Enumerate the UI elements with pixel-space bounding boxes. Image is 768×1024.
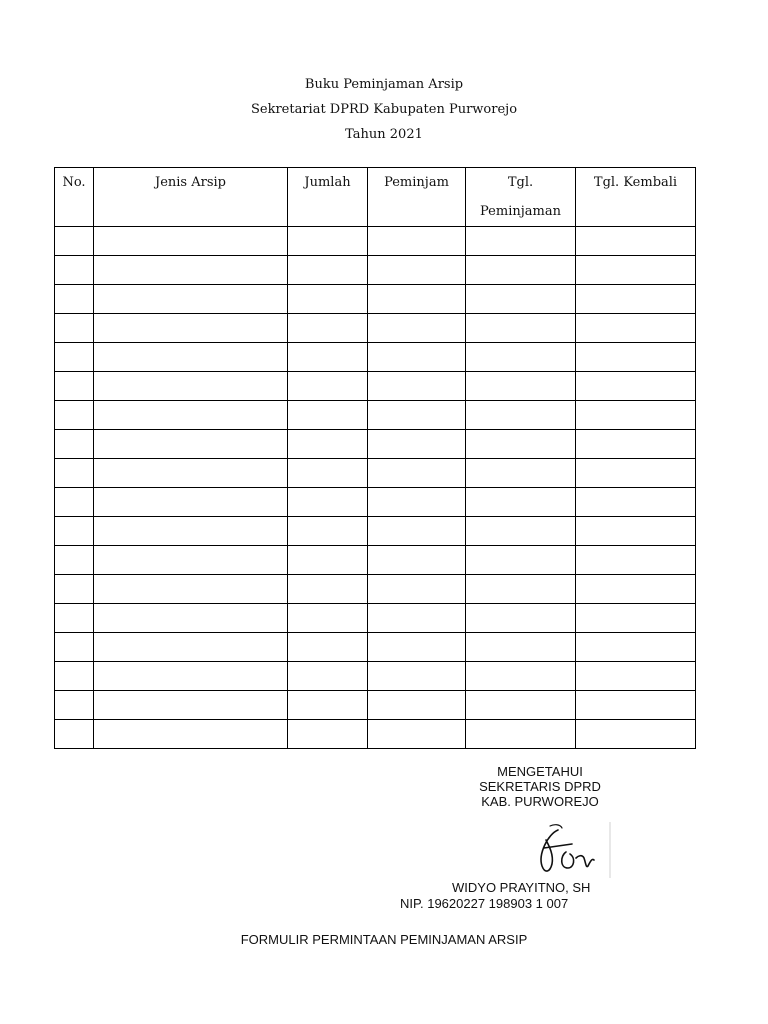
table-cell (55, 459, 94, 488)
form-title-footer: FORMULIR PERMINTAAN PEMINJAMAN ARSIP (240, 932, 528, 947)
approval-line-region: KAB. PURWOREJO (481, 794, 599, 809)
table-cell (466, 662, 576, 691)
table-cell (55, 488, 94, 517)
table-row (55, 546, 696, 575)
table-cell (368, 691, 466, 720)
table-cell (55, 604, 94, 633)
table-cell (368, 285, 466, 314)
table-cell (368, 720, 466, 749)
table-cell (94, 488, 288, 517)
table-row (55, 662, 696, 691)
table-cell (94, 256, 288, 285)
table-header-row (55, 168, 696, 227)
table-cell (288, 285, 368, 314)
table-cell (94, 343, 288, 372)
table-cell (55, 343, 94, 372)
table-cell (466, 517, 576, 546)
table-cell (466, 314, 576, 343)
table-cell (288, 604, 368, 633)
table-cell (94, 459, 288, 488)
table-cell (94, 517, 288, 546)
table-cell (368, 604, 466, 633)
table-cell (576, 459, 696, 488)
signatory-nip: NIP. 19620227 198903 1 007 (400, 896, 569, 911)
table-cell (368, 401, 466, 430)
approval-block (440, 764, 640, 809)
table-row (55, 604, 696, 633)
table-cell (576, 546, 696, 575)
table-cell (466, 720, 576, 749)
table-row (55, 430, 696, 459)
column-header-no: No. (55, 168, 94, 227)
table-row (55, 517, 696, 546)
table-row (55, 575, 696, 604)
column-header-peminjam: Peminjam (368, 168, 466, 227)
approval-line-mengetahui: MENGETAHUI (497, 764, 583, 779)
table-cell (288, 314, 368, 343)
table-cell (576, 285, 696, 314)
signatory-block (400, 880, 690, 912)
table-cell (576, 517, 696, 546)
column-header-tgl-peminjaman (466, 168, 576, 227)
table-cell (466, 604, 576, 633)
table-row (55, 314, 696, 343)
table-cell (288, 256, 368, 285)
table-cell (576, 372, 696, 401)
column-header-jumlah: Jumlah (288, 168, 368, 227)
table-cell (94, 633, 288, 662)
table-cell (94, 720, 288, 749)
table-cell (466, 372, 576, 401)
table-cell (576, 401, 696, 430)
table-cell (466, 227, 576, 256)
table-cell (466, 285, 576, 314)
column-header-jenis-arsip: Jenis Arsip (94, 168, 288, 227)
table-cell (288, 430, 368, 459)
column-header-tgl-kembali: Tgl. Kembali (576, 168, 696, 227)
table-cell (55, 546, 94, 575)
document-title: Buku Peminjaman Arsip (304, 77, 464, 92)
table-cell (94, 575, 288, 604)
table-cell (94, 604, 288, 633)
table-row (55, 227, 696, 256)
table-cell (466, 575, 576, 604)
table-cell (288, 662, 368, 691)
table-cell (288, 517, 368, 546)
table-row (55, 488, 696, 517)
table-cell (466, 633, 576, 662)
signatory-name: WIDYO PRAYITNO, SH (452, 880, 591, 895)
table-cell (55, 314, 94, 343)
table-row (55, 459, 696, 488)
table-cell (368, 430, 466, 459)
table-cell (288, 575, 368, 604)
table-cell (466, 691, 576, 720)
table-cell (288, 691, 368, 720)
table-cell (576, 720, 696, 749)
table-cell (466, 343, 576, 372)
table-cell (368, 662, 466, 691)
table-cell (55, 372, 94, 401)
document-year: Tahun 2021 (345, 127, 423, 142)
table-cell (576, 314, 696, 343)
table-cell (576, 488, 696, 517)
table-cell (55, 575, 94, 604)
table-cell (576, 227, 696, 256)
table-cell (55, 662, 94, 691)
table-cell (466, 546, 576, 575)
table-cell (55, 401, 94, 430)
table-cell (55, 285, 94, 314)
approval-line-position: SEKRETARIS DPRD (479, 779, 601, 794)
table-row (55, 720, 696, 749)
table-row (55, 633, 696, 662)
table-cell (368, 488, 466, 517)
table-cell (576, 343, 696, 372)
table-cell (94, 546, 288, 575)
table-cell (368, 633, 466, 662)
table-row (55, 372, 696, 401)
table-cell (368, 227, 466, 256)
table-cell (94, 314, 288, 343)
table-row (55, 343, 696, 372)
table-cell (55, 256, 94, 285)
table-cell (94, 227, 288, 256)
table-cell (576, 662, 696, 691)
table-cell (368, 575, 466, 604)
table-cell (55, 517, 94, 546)
table-cell (55, 633, 94, 662)
table-cell (55, 720, 94, 749)
table-cell (288, 488, 368, 517)
table-cell (55, 430, 94, 459)
table-cell (288, 720, 368, 749)
table-cell (288, 459, 368, 488)
document-header (0, 72, 768, 147)
table-cell (576, 256, 696, 285)
handwritten-signature (520, 820, 612, 880)
table-cell (466, 459, 576, 488)
table-cell (55, 691, 94, 720)
table-cell (94, 691, 288, 720)
table-cell (576, 430, 696, 459)
table-cell (288, 546, 368, 575)
table-cell (368, 256, 466, 285)
table-cell (368, 546, 466, 575)
table-cell (466, 430, 576, 459)
table-cell (55, 227, 94, 256)
table-cell (576, 575, 696, 604)
table-body (55, 227, 696, 749)
table-cell (94, 401, 288, 430)
table-row (55, 691, 696, 720)
table-cell (368, 459, 466, 488)
table-cell (94, 662, 288, 691)
table-cell (288, 227, 368, 256)
table-row (55, 285, 696, 314)
table-cell (576, 633, 696, 662)
table-cell (368, 314, 466, 343)
table-cell (94, 285, 288, 314)
loan-table (54, 167, 696, 749)
table-cell (466, 401, 576, 430)
table-cell (368, 343, 466, 372)
table-cell (288, 343, 368, 372)
table-row (55, 256, 696, 285)
column-header-peminjaman-label: Peminjaman (480, 204, 561, 219)
table-cell (576, 604, 696, 633)
table-cell (466, 488, 576, 517)
table-cell (368, 372, 466, 401)
table-row (55, 401, 696, 430)
table-cell (288, 633, 368, 662)
table-cell (94, 430, 288, 459)
table-cell (576, 691, 696, 720)
column-header-tgl-label: Tgl. (507, 175, 534, 190)
table-cell (94, 372, 288, 401)
table-cell (288, 372, 368, 401)
document-subtitle: Sekretariat DPRD Kabupaten Purworejo (250, 102, 518, 117)
table-cell (368, 517, 466, 546)
table-cell (288, 401, 368, 430)
table-cell (466, 256, 576, 285)
